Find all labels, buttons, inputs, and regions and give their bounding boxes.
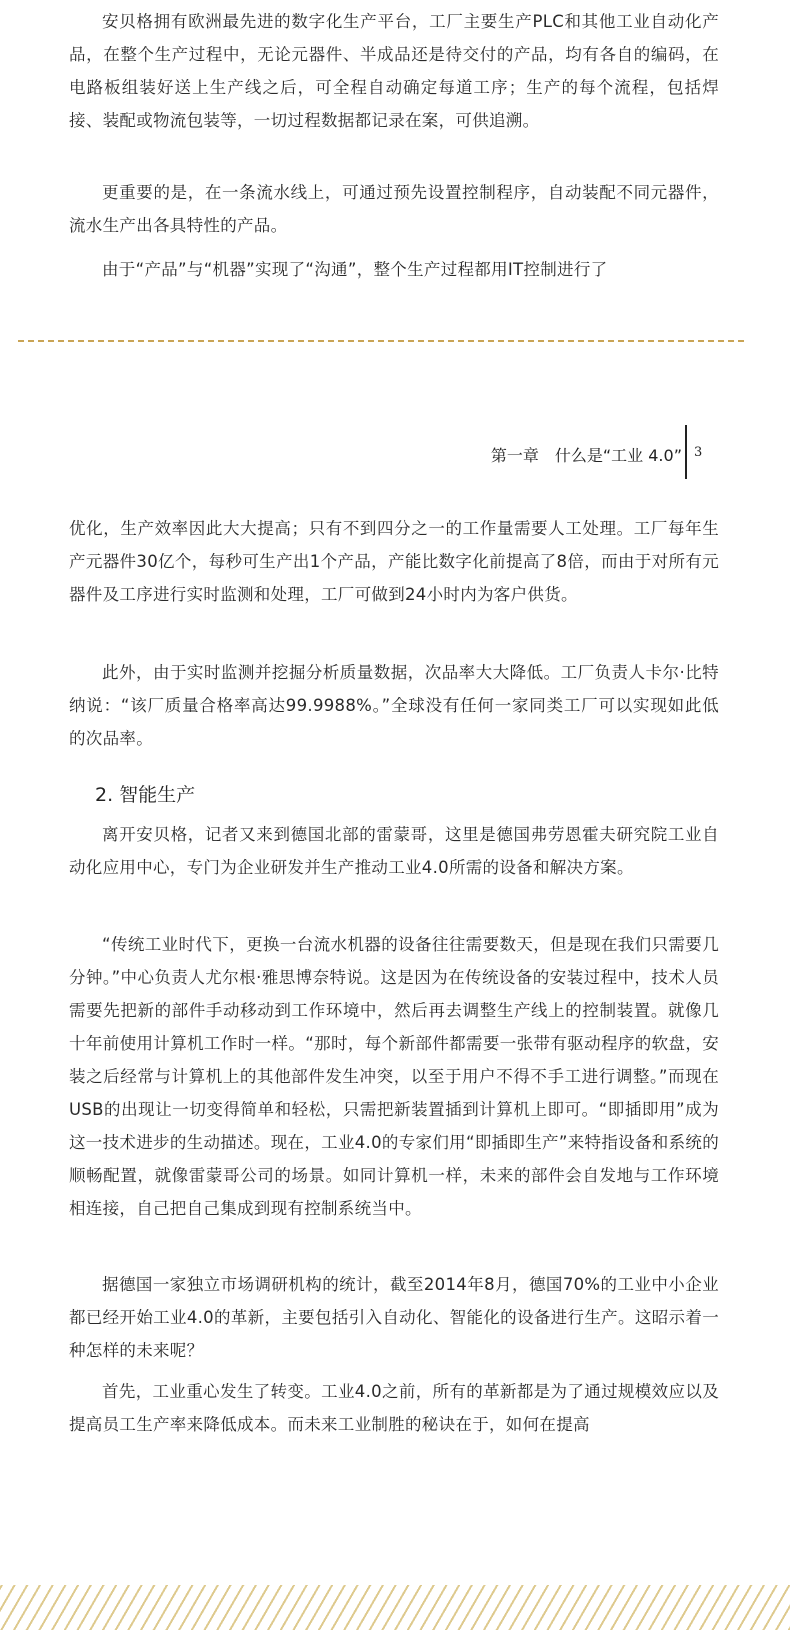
paragraph-quality: 此外，由于实时监测并挖掘分析质量数据，次品率大大降低。工厂负责人卡尔·比特纳说：“该厂质量合格率高达99.9988%。”全球没有任何一家同类工厂可以实现如此低的次品率。: [69, 663, 719, 748]
paragraph-flexible-assembly: 更重要的是，在一条流水线上，可通过预先设置控制程序，自动装配不同元器件，流水生产出各具特性的产品。: [69, 183, 719, 235]
paragraph-product-machine: 由于“产品”与“机器”实现了“沟通”，整个生产过程都用IT控制进行了: [102, 260, 608, 279]
page-number: 3: [694, 445, 703, 460]
paragraph-efficiency: 优化，生产效率因此大大提高；只有不到四分之一的工作量需要人工处理。工厂每年生产元器件30亿个，每秒可生产出1个产品，产能比数字化前提高了8倍，而由于对所有元器件及工序进行实时监测和处理，工厂可做到24小时内为客户供货。: [69, 519, 719, 604]
paragraph-anbeige-platform: 安贝格拥有欧洲最先进的数字化生产平台，工厂主要生产PLC和其他工业自动化产品，在整个生产过程中，无论元器件、半成品还是待交付的产品，均有各自的编码，在电路板组装好送上生产线之后，可全程自动确定每道工序；生产的每个流程，包括焊接、装配或物流包装等，一切过程数据都记录在案，可供追溯。: [69, 12, 719, 130]
paragraph-survey: 据德国一家独立市场调研机构的统计，截至2014年8月，德国70%的工业中小企业都已经开始工业4.0的革新，主要包括引入自动化、智能化的设备进行生产。这昭示着一种怎样的未来呢？: [69, 1275, 719, 1360]
running-head-title: 第一章 什么是“工业 4.0”: [490, 446, 682, 465]
paragraph-industry-shift: 首先，工业重心发生了转变。工业4.0之前，所有的革新都是为了通过规模效应以及提高员工生产率来降低成本。而未来工业制胜的秘诀在于，如何在提高: [69, 1382, 719, 1434]
paragraph-lemgo: 离开安贝格，记者又来到德国北部的雷蒙哥，这里是德国弗劳恩霍夫研究院工业自动化应用中心，专门为企业研发并生产推动工业4.0所需的设备和解决方案。: [69, 825, 719, 877]
section-heading: 2. 智能生产: [95, 784, 196, 806]
running-head-rule: [685, 425, 687, 479]
page-break-divider: [18, 340, 744, 342]
decorative-hatch-band: [0, 1585, 790, 1630]
paragraph-plug-and-produce: “传统工业时代下，更换一台流水机器的设备往往需要数天，但是现在我们只需要几分钟。”中心负责人尤尔根·雅思博奈特说。这是因为在传统设备的安装过程中，技术人员需要先把新的部件手动移动到工作环境中，然后再去调整生产线上的控制装置。就像几十年前使用计算机工作时一样。“那时，每个新部件都需要一张带有驱动程序的软盘，安装之后经常与计算机上的其他部件发生冲突，以至于用户不得不手工进行调整。”而现在USB的出现让一切变得简单和轻松，只需把新装置插到计算机上即可。“即插即用”成为这一技术进步的生动描述。现在，工业4.0的专家们用“即插即生产”来特指设备和系统的顺畅配置，就像雷蒙哥公司的场景。如同计算机一样，未来的部件会自发地与工作环境相连接，自己把自己集成到现有控制系统当中。: [69, 935, 719, 1218]
